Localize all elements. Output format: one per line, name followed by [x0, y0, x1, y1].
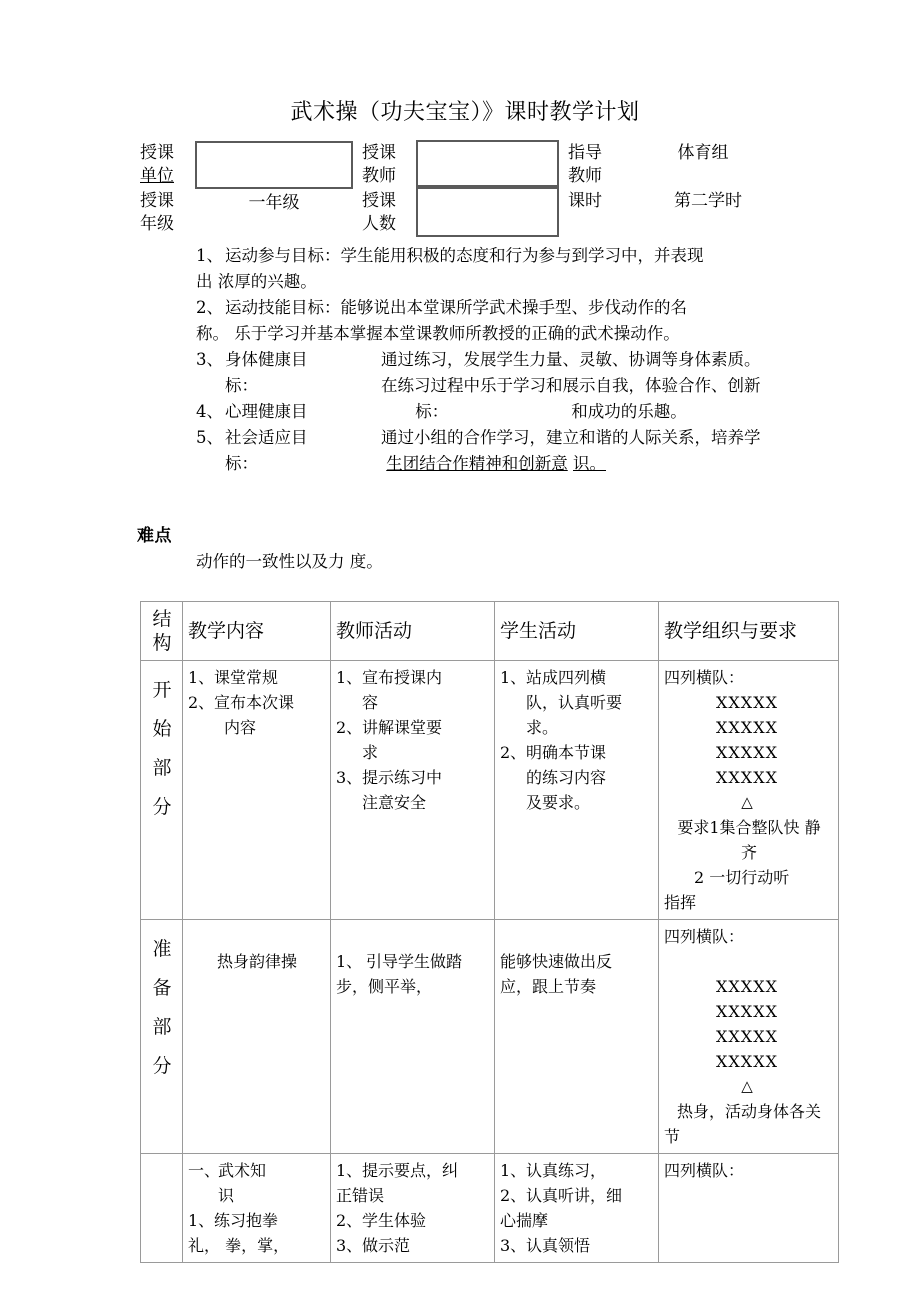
list-item — [336, 1183, 490, 1208]
formation-note: 指挥 — [664, 893, 697, 912]
item-number: 1、 — [500, 668, 527, 687]
formation-title: 四列横队： — [664, 927, 745, 946]
list-item — [500, 1233, 654, 1258]
difficulty-line: 动作的一致性以及力 — [196, 552, 345, 571]
table-header-structure-line2: 构 — [152, 632, 172, 654]
label-class-period — [568, 190, 628, 213]
objective-label: 运动参与目标： — [225, 246, 341, 265]
item-number: 2、 — [336, 1211, 363, 1230]
objective-underlined-line: 生团结合作精神和创新意 — [386, 454, 568, 473]
list-item — [336, 1158, 490, 1183]
objective-underlined-line: 识。 — [573, 454, 606, 473]
item-text: 讲解课堂要 — [362, 718, 443, 737]
list-item — [500, 690, 654, 715]
objective-label: 运动技能目标： — [225, 298, 341, 317]
objective-line — [196, 376, 761, 395]
structure-char: 部 — [152, 1016, 172, 1038]
list-item — [500, 765, 654, 790]
label-guiding-teacher — [568, 142, 628, 188]
list-item — [336, 740, 490, 765]
objective-label: 标： — [415, 402, 449, 421]
list-item — [336, 690, 490, 715]
item-number: 2、 — [500, 1186, 527, 1205]
objective-label: 标： — [225, 376, 258, 395]
label-teaching-unit-line1: 授课 — [140, 143, 174, 163]
item-text: 认真听讲，细 — [526, 1186, 623, 1205]
formation-row: XXXXX — [716, 693, 778, 712]
difficulty-line: 度。 — [349, 552, 383, 571]
field-teaching-unit[interactable] — [195, 141, 353, 189]
objective-number: 5、 — [196, 428, 223, 447]
objective-line — [196, 428, 761, 447]
item-number: 1、 — [336, 1161, 363, 1180]
item-number: 2、 — [188, 693, 215, 712]
cell-content — [183, 920, 331, 1154]
item-text: 宣布授课内 — [362, 668, 443, 687]
formation-row: XXXXX — [716, 768, 778, 787]
objective-text: 能够说出本堂课所学武术操手型、步伐动作的名 — [340, 298, 687, 317]
item-number: 1、 — [336, 952, 363, 971]
formation-title: 四列横队： — [664, 668, 745, 687]
cell-organization — [659, 661, 839, 920]
list-item — [336, 715, 490, 740]
formation-note: 要求1集合整队快 静 — [677, 818, 821, 837]
table-header-row — [141, 602, 839, 661]
header-info-block — [140, 140, 790, 240]
value-teaching-grade: 一年级 — [248, 193, 300, 213]
cell-structure — [141, 661, 183, 920]
item-number: 1、 — [188, 668, 215, 687]
field-student-count[interactable] — [416, 187, 559, 237]
list-item — [500, 715, 654, 740]
label-teaching-teacher-line2: 教师 — [362, 166, 396, 186]
formation-note: 齐 — [740, 843, 757, 862]
formation-row: XXXXX — [716, 1027, 778, 1046]
table-header-structure-line1: 结 — [152, 608, 172, 630]
value-class-period: 第二学时 — [674, 191, 742, 211]
item-number: 3、 — [336, 768, 363, 787]
objective-line — [386, 402, 687, 421]
item-text: 步，侧平举， — [336, 977, 433, 996]
list-item — [500, 665, 654, 690]
objective-label: 身体健康目 — [225, 350, 308, 369]
objective-line — [196, 324, 680, 343]
list-item — [336, 1233, 490, 1258]
structure-char: 准 — [152, 938, 172, 960]
item-number: 2、 — [336, 718, 363, 737]
item-text: 的练习内容 — [526, 768, 607, 787]
cell-student — [495, 920, 659, 1154]
list-item — [500, 790, 654, 815]
objective-number: 4、 — [196, 402, 223, 421]
item-text: 求 — [362, 743, 379, 762]
cell-structure — [141, 920, 183, 1154]
item-number: 3、 — [500, 1236, 527, 1255]
objective-number: 3、 — [196, 350, 223, 369]
item-text: 容 — [362, 693, 379, 712]
objective-text: 通过小组的合作学习，建立和谐的人际关系，培养学 — [381, 428, 761, 447]
item-text: 正错误 — [336, 1186, 385, 1205]
objective-number: 1、 — [196, 246, 223, 265]
item-text: 心揣摩 — [500, 1211, 549, 1230]
objective-text: 通过练习，发展学生力量、灵敏、协调等身体素质。 — [381, 350, 761, 369]
formation-row: XXXXX — [716, 743, 778, 762]
objective-label: 标： — [225, 454, 258, 473]
list-item — [500, 974, 654, 999]
cell-student — [495, 661, 659, 920]
list-item — [500, 1158, 654, 1183]
objective-text: 称。 乐于学习并基本掌握本堂课教师所教授的正确的武术操动作。 — [196, 324, 680, 343]
page-title: 武术操（功夫宝宝）》课时教学计划 — [290, 100, 640, 125]
item-text: 课堂常规 — [214, 668, 279, 687]
objective-label: 心理健康目 — [225, 402, 308, 421]
formation-title: 四列横队： — [664, 1161, 745, 1180]
structure-char: 备 — [152, 977, 172, 999]
list-item — [188, 690, 326, 715]
cell-teacher — [331, 920, 495, 1154]
item-text: 及要求。 — [526, 793, 591, 812]
list-item — [336, 1208, 490, 1233]
label-teaching-teacher-line1: 授课 — [362, 143, 396, 163]
label-teaching-teacher — [362, 142, 422, 188]
item-text: 礼， 拳，掌， — [188, 1236, 290, 1255]
label-student-count-line2: 人数 — [362, 214, 396, 234]
item-text: 能够快速做出反 — [500, 952, 613, 971]
objective-label: 社会适应目 — [225, 428, 308, 447]
formation-note: 节 — [664, 1127, 681, 1146]
table-header-organization: 教学组织与要求 — [659, 602, 839, 661]
cell-organization — [659, 920, 839, 1154]
item-text: 队，认真听要 — [526, 693, 623, 712]
table-header-student: 学生活动 — [495, 602, 659, 661]
list-item — [188, 1158, 326, 1183]
objective-text: 出 浓厚的兴趣。 — [196, 272, 317, 291]
list-item — [500, 1183, 654, 1208]
item-text: 识 — [218, 1186, 235, 1205]
list-item — [336, 765, 490, 790]
cell-student — [495, 1154, 659, 1263]
item-text: 学生体验 — [362, 1211, 427, 1230]
list-item — [188, 665, 326, 690]
list-item — [336, 974, 490, 999]
label-class-period-text: 课时 — [568, 191, 602, 211]
structure-char: 分 — [152, 1055, 172, 1077]
label-teaching-grade-line2: 年级 — [140, 214, 174, 234]
item-number: 3、 — [336, 1236, 363, 1255]
item-number: 1、 — [336, 668, 363, 687]
cell-organization — [659, 1154, 839, 1263]
triangle-marker-icon: △ — [741, 1077, 753, 1095]
table-row — [141, 920, 839, 1154]
value-guiding-teacher: 体育组 — [677, 143, 729, 163]
item-number: 2、 — [500, 743, 527, 762]
table-row — [141, 661, 839, 920]
structure-char: 分 — [152, 796, 172, 818]
difficulty-label: 难点 — [137, 526, 172, 546]
field-teaching-teacher[interactable] — [416, 140, 559, 187]
lesson-plan-table — [140, 601, 839, 1263]
item-text: 应，跟上节奏 — [500, 977, 597, 996]
objective-text: 学生能用积极的态度和行为参与到学习中，并表现 — [340, 246, 704, 265]
formation-row: XXXXX — [716, 1052, 778, 1071]
list-item — [336, 949, 490, 974]
item-text: 做示范 — [362, 1236, 411, 1255]
label-teaching-unit-line2: 单位 — [140, 166, 174, 186]
label-teaching-unit — [140, 142, 200, 188]
item-number: 1、 — [188, 1211, 215, 1230]
objective-line — [196, 350, 761, 369]
list-item — [336, 790, 490, 815]
difficulty-text — [196, 549, 383, 575]
item-text: 明确本节课 — [526, 743, 607, 762]
cell-teacher — [331, 661, 495, 920]
table-header-content: 教学内容 — [183, 602, 331, 661]
item-text: 站成四列横 — [526, 668, 607, 687]
list-item — [336, 665, 490, 690]
table-row — [141, 1154, 839, 1263]
list-item — [188, 1208, 326, 1233]
item-text: 引导学生做踏 — [366, 952, 463, 971]
structure-char: 始 — [152, 718, 172, 740]
item-number: 一、 — [188, 1161, 221, 1180]
item-text: 热身韵律操 — [216, 952, 297, 971]
item-text: 认真练习， — [526, 1161, 607, 1180]
item-text: 提示练习中 — [362, 768, 443, 787]
item-text: 认真领悟 — [526, 1236, 591, 1255]
label-teaching-grade — [140, 190, 200, 236]
label-student-count — [362, 190, 422, 236]
cell-content — [183, 661, 331, 920]
label-student-count-line1: 授课 — [362, 191, 396, 211]
objective-line — [196, 454, 381, 473]
objective-line — [196, 246, 704, 265]
objective-line — [196, 402, 381, 421]
cell-structure — [141, 1154, 183, 1263]
list-item — [500, 949, 654, 974]
item-text: 提示要点，纠 — [362, 1161, 459, 1180]
formation-row: XXXXX — [716, 977, 778, 996]
label-guiding-teacher-line2: 教师 — [568, 166, 602, 186]
list-item — [188, 1233, 326, 1258]
label-guiding-teacher-line1: 指导 — [568, 143, 602, 163]
item-text: 武术知 — [218, 1161, 267, 1180]
list-item — [188, 1183, 326, 1208]
list-item — [500, 740, 654, 765]
objective-line — [196, 298, 687, 317]
item-text: 内容 — [224, 718, 257, 737]
item-text: 练习抱拳 — [214, 1211, 279, 1230]
objective-line — [196, 272, 317, 291]
item-number: 1、 — [500, 1161, 527, 1180]
cell-teacher — [331, 1154, 495, 1263]
list-item — [188, 715, 326, 740]
table-header-teacher: 教师活动 — [331, 602, 495, 661]
objective-text: 在练习过程中乐于学习和展示自我，体验合作、创新 — [381, 376, 761, 395]
objective-number: 2、 — [196, 298, 223, 317]
structure-char: 部 — [152, 757, 172, 779]
cell-content — [183, 1154, 331, 1263]
formation-row: XXXXX — [716, 718, 778, 737]
objective-text: 和成功的乐趣。 — [571, 402, 687, 421]
formation-row: XXXXX — [716, 1002, 778, 1021]
objectives-block — [196, 243, 792, 477]
structure-char: 开 — [152, 679, 172, 701]
table-header-structure — [141, 602, 183, 661]
list-item — [500, 1208, 654, 1233]
item-text: 求。 — [526, 718, 559, 737]
triangle-marker-icon: △ — [741, 793, 753, 811]
item-text: 注意安全 — [362, 793, 427, 812]
formation-note: 热身，活动身体各关 — [676, 1102, 821, 1121]
formation-note: 2 一切行动听 — [694, 868, 790, 887]
label-teaching-grade-line1: 授课 — [140, 191, 174, 211]
item-text: 宣布本次课 — [214, 693, 295, 712]
